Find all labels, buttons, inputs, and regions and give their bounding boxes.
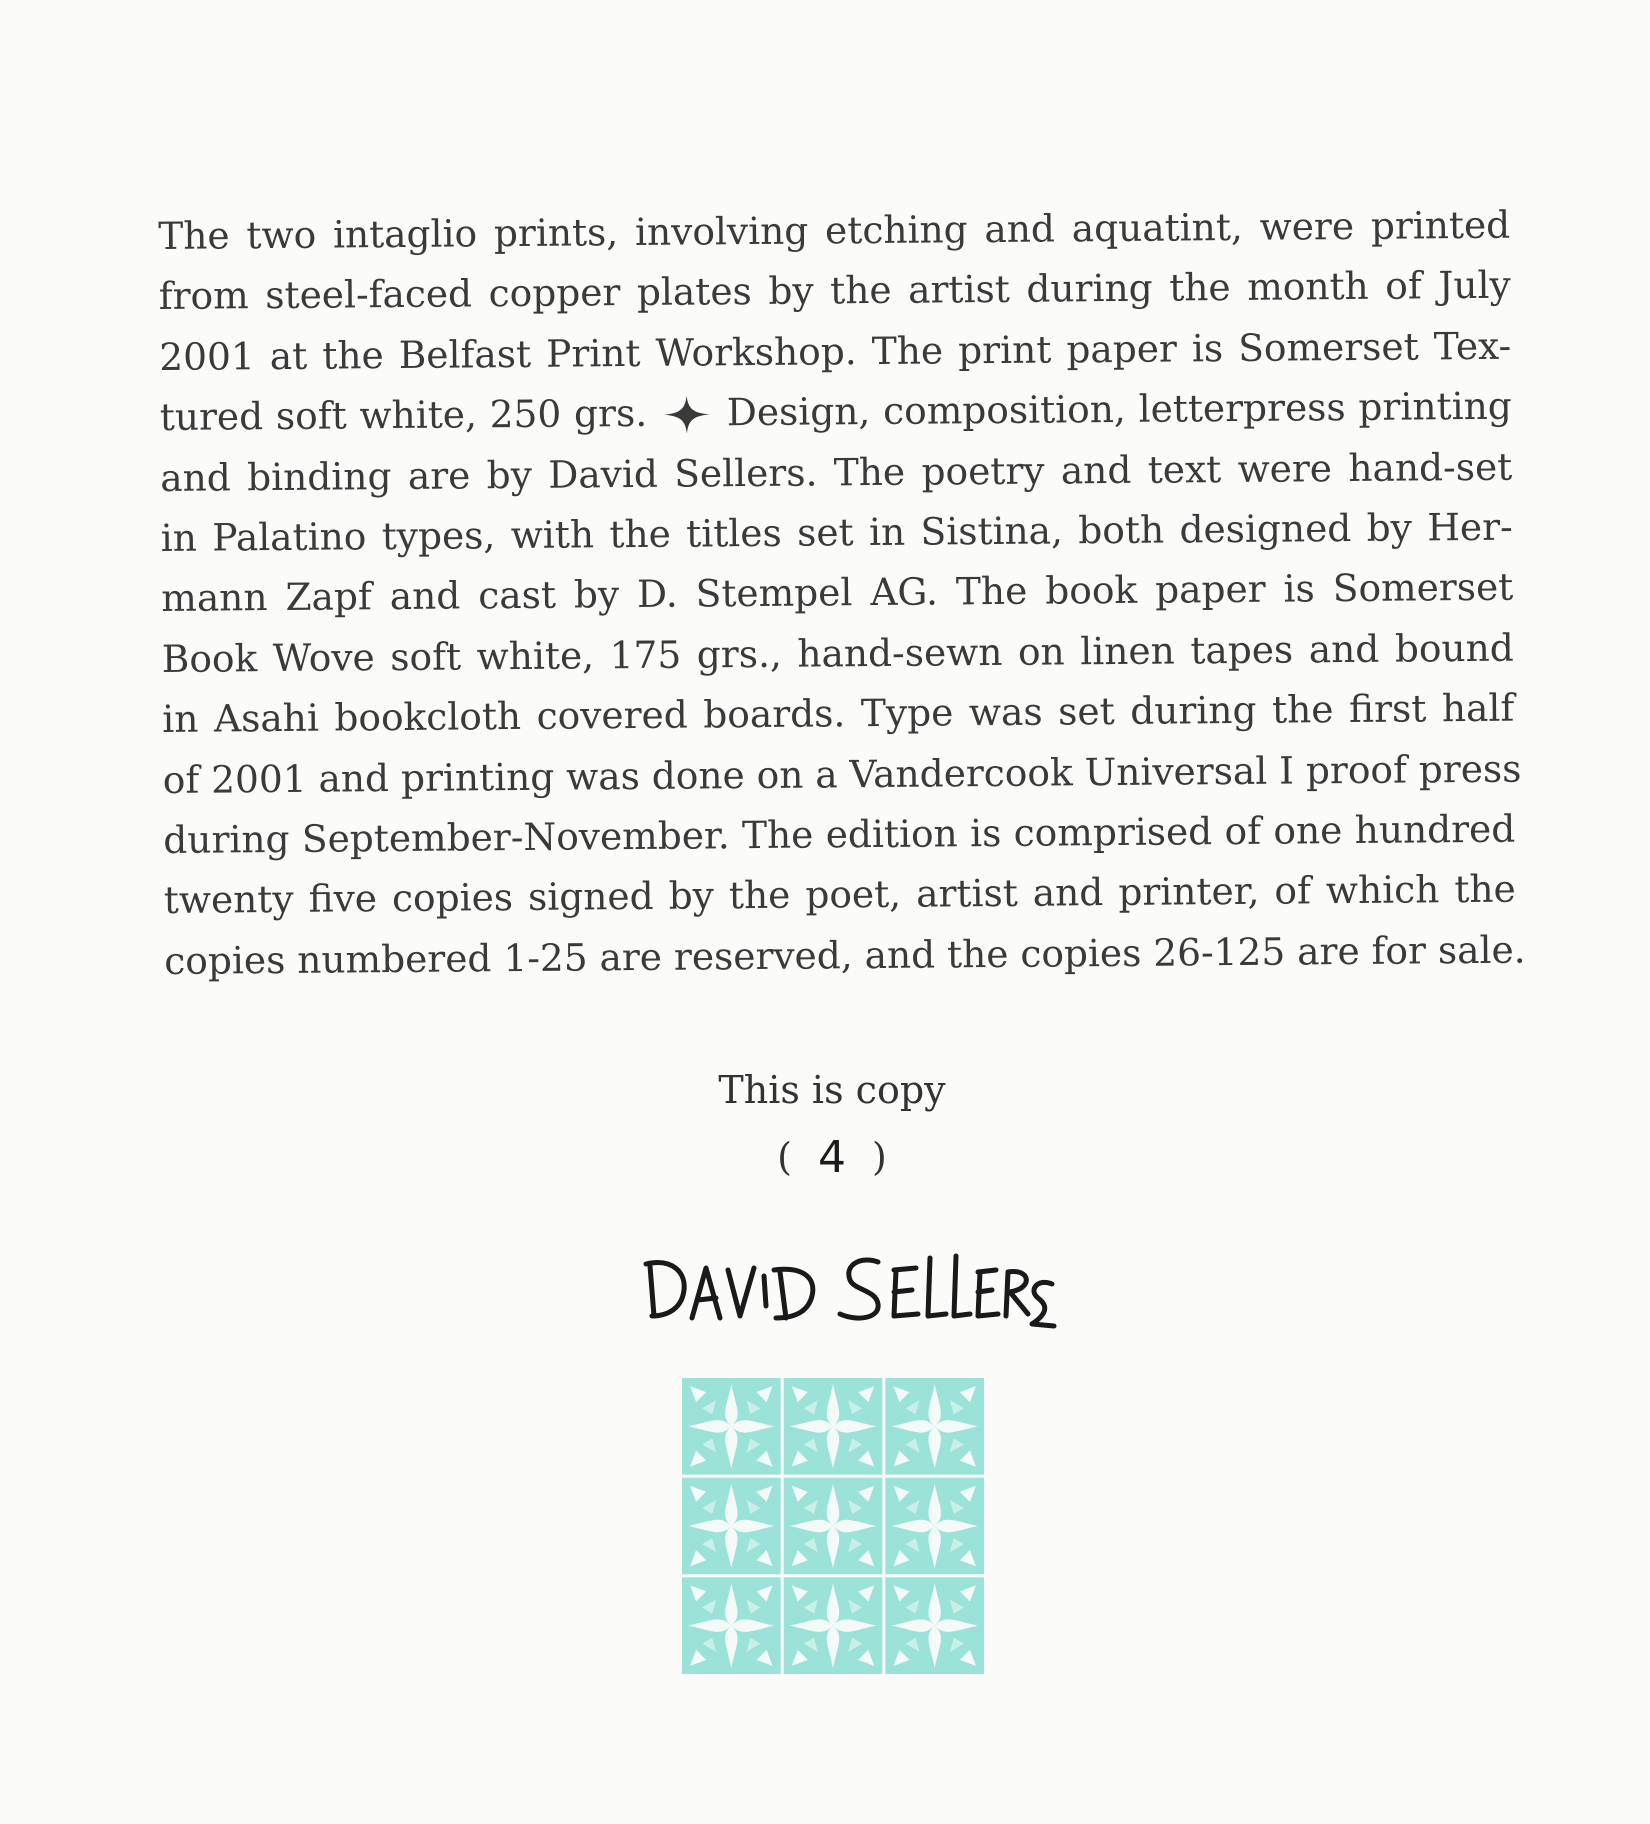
- colophon-line: of 2001 and printing was done on a Vandercook Universal I proof press: [162, 746, 1522, 802]
- colophon-line: The two intaglio prints, involving etching and aquatint, were printed: [158, 202, 1511, 258]
- colophon-line: 2001 at the Belfast Print Workshop. The print paper is Somerset Tex-: [159, 323, 1512, 379]
- colophon-line-with-fleuron: [160, 376, 1512, 448]
- copy-number-line: [0, 1130, 1650, 1181]
- copy-number: 4: [818, 1132, 846, 1183]
- decorative-tile-stamp: [682, 1378, 984, 1674]
- colophon-line: from steel-faced copper plates by the artist during the month of July: [158, 263, 1511, 319]
- colophon-text: [158, 195, 1526, 991]
- four-point-star-icon: [664, 396, 710, 434]
- colophon-line: in Asahi bookcloth covered boards. Type was set during the first half: [162, 685, 1515, 742]
- colophon-line: and binding are by David Sellers. The poetry and text were hand-set: [160, 444, 1513, 500]
- handwritten-signature: [640, 1228, 1060, 1338]
- colophon-line-start: tured soft white, 250 grs.: [159, 391, 648, 440]
- colophon-line-end: Design, composition, letterpress printing: [726, 383, 1512, 435]
- colophon-line: mann Zapf and cast by D. Stempel AG. The book paper is Somerset: [161, 565, 1514, 621]
- open-paren: (: [777, 1135, 792, 1179]
- colophon-line: during September-November. The edition is comprised of one hundred: [163, 806, 1516, 862]
- colophon-line: in Palatino types, with the titles set in Sistina, both designed by Her-: [160, 504, 1513, 560]
- close-paren: ): [872, 1135, 887, 1179]
- colophon-line: copies numbered 1-25 are reserved, and the copies 26-125 are for sale.: [164, 927, 1526, 983]
- colophon-line: Book Wove soft white, 175 grs., hand-sewn on linen tapes and bound: [161, 625, 1514, 681]
- copy-label: This is copy: [718, 1068, 946, 1112]
- colophon-line: twenty five copies signed by the poet, artist and printer, of which the: [163, 866, 1516, 923]
